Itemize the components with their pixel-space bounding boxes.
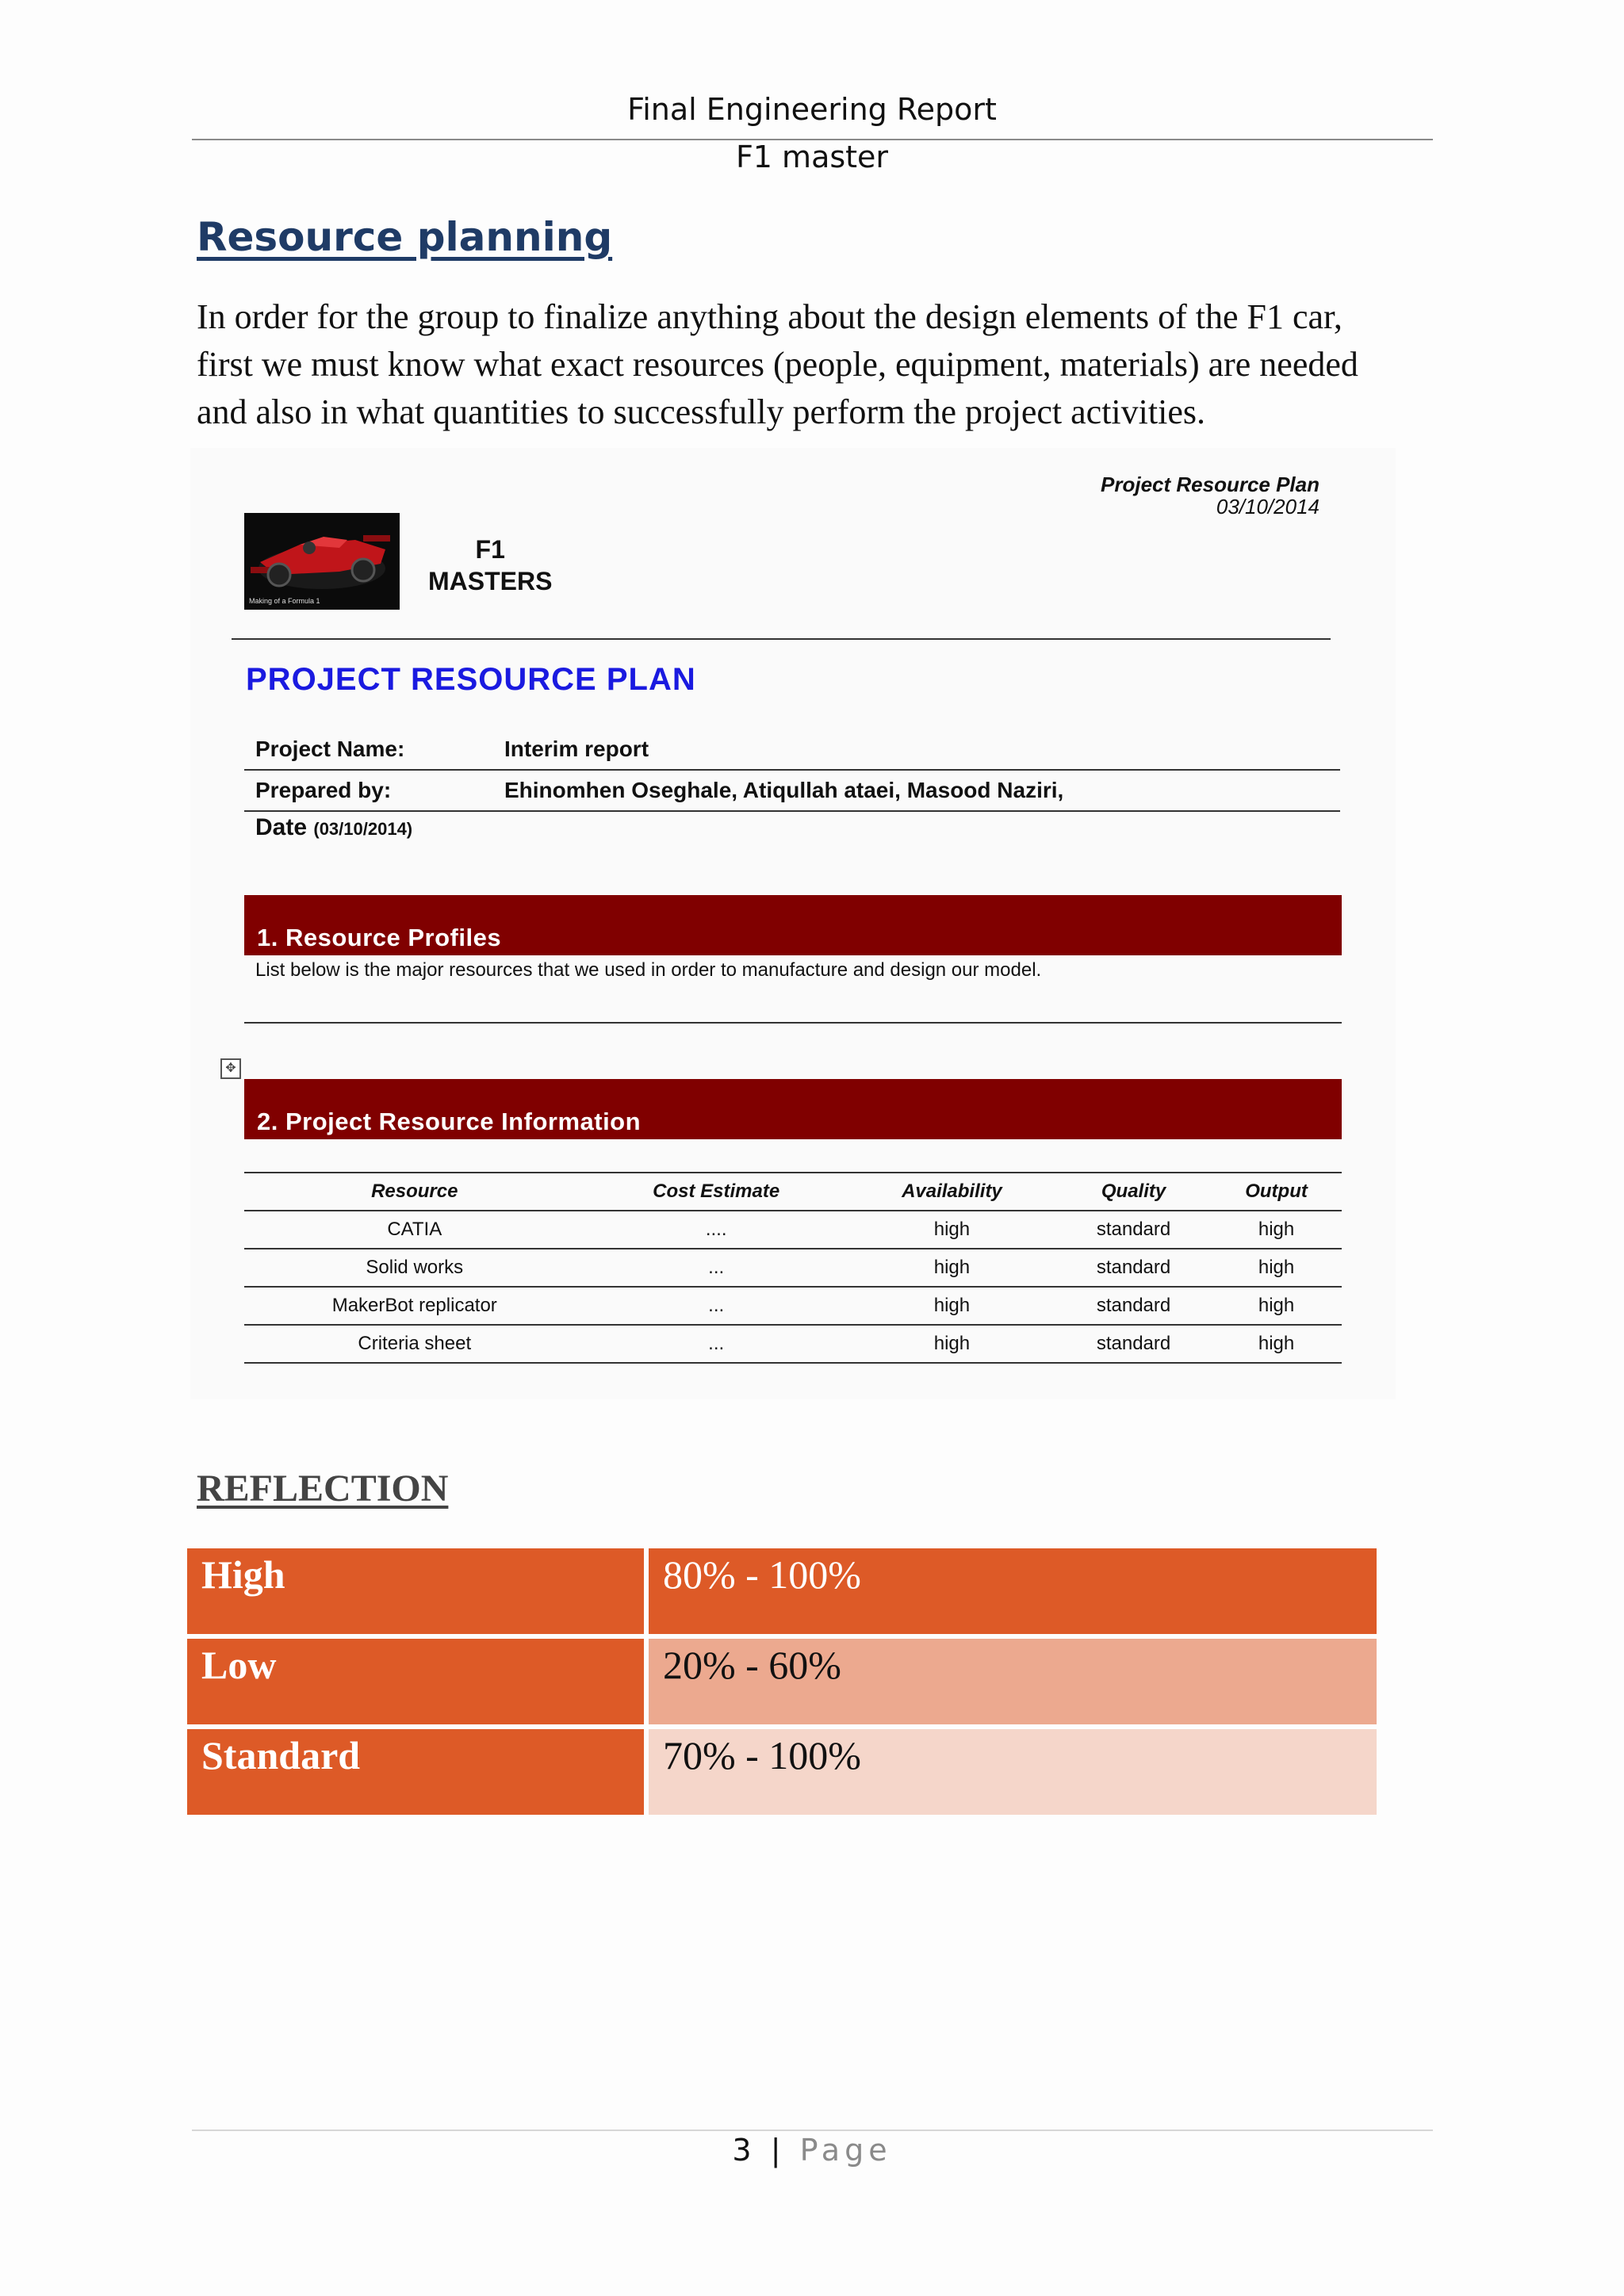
table-cell: high (848, 1211, 1056, 1249)
table-cell: high (1211, 1325, 1342, 1363)
date-value: (03/10/2014) (313, 819, 413, 839)
f1-car-logo (244, 513, 400, 610)
col-header: Quality (1056, 1173, 1211, 1211)
table-cell: standard (1056, 1211, 1211, 1249)
reflection-range: 80% - 100% (649, 1548, 1377, 1634)
reflection-row (187, 1548, 1377, 1634)
table-header-row (244, 1173, 1342, 1211)
table-cell: high (848, 1249, 1056, 1287)
section-heading: Resource planning (197, 214, 613, 260)
table-cell: high (848, 1287, 1056, 1325)
prepared-by-value: Ehinomhen Oseghale, Atiqullah ataei, Masood Naziri, (504, 778, 1064, 802)
section-bar-label: 1. Resource Profiles (257, 924, 502, 951)
page-number: 3 (732, 2133, 756, 2168)
page-separator: | (770, 2133, 786, 2168)
reflection-range: 70% - 100% (649, 1724, 1377, 1815)
page-footer (0, 2133, 1624, 2168)
table-row (244, 1325, 1342, 1363)
col-header: Output (1211, 1173, 1342, 1211)
plan-doc-label-date: 03/10/2014 (1216, 495, 1320, 519)
date-row (255, 814, 412, 841)
reflection-range: 20% - 60% (649, 1634, 1377, 1724)
reflection-level: High (187, 1548, 644, 1634)
note-divider (244, 1022, 1342, 1024)
brand-line-1: F1 (475, 535, 505, 564)
page-label: Page (799, 2133, 892, 2168)
table-move-handle-icon: ✥ (220, 1058, 241, 1079)
plan-title: PROJECT RESOURCE PLAN (246, 662, 696, 697)
project-name-row (244, 729, 1340, 771)
plan-divider (232, 638, 1331, 640)
reflection-table (182, 1548, 1381, 1815)
logo-caption: Making of a Formula 1 (249, 597, 320, 605)
project-name-value: Interim report (504, 737, 649, 761)
table-cell: high (1211, 1287, 1342, 1325)
prepared-by-label: Prepared by: (255, 778, 392, 802)
plan-doc-label (1101, 473, 1320, 518)
resource-profiles-note: List below is the major resources that we used in order to manufacture and design our model. (255, 959, 1042, 981)
date-label: Date (255, 814, 308, 840)
table-cell: ... (585, 1249, 848, 1287)
table-cell: ... (585, 1325, 848, 1363)
table-row (244, 1211, 1342, 1249)
reflection-row (187, 1724, 1377, 1815)
reflection-level: Standard (187, 1724, 644, 1815)
running-header-title: Final Engineering Report (627, 92, 997, 127)
prepared-by-row (244, 771, 1340, 812)
resource-plan-image (190, 448, 1396, 1399)
brand-line-2: MASTERS (428, 567, 553, 595)
section-bar-resource-information (244, 1079, 1342, 1139)
col-header: Availability (848, 1173, 1056, 1211)
intro-paragraph: In order for the group to finalize anything about the design elements of the F1 car, first we must know what exact resources (people, equipment, materials) are needed and also in what quantities to successfully perform the project activities. (197, 297, 1358, 431)
table-cell: CATIA (244, 1211, 585, 1249)
brand-name (428, 534, 552, 597)
reflection-heading: REFLECTION (197, 1468, 449, 1510)
col-header: Cost Estimate (585, 1173, 848, 1211)
table-cell: high (1211, 1211, 1342, 1249)
plan-doc-label-title: Project Resource Plan (1101, 473, 1320, 496)
table-cell: standard (1056, 1249, 1211, 1287)
reflection-row (187, 1634, 1377, 1724)
table-cell: ... (585, 1287, 848, 1325)
table-row (244, 1287, 1342, 1325)
footer-divider (192, 2130, 1433, 2131)
table-row (244, 1249, 1342, 1287)
col-header: Resource (244, 1173, 585, 1211)
table-cell: MakerBot replicator (244, 1287, 585, 1325)
f1-car-icon (244, 513, 400, 610)
table-cell: Solid works (244, 1249, 585, 1287)
table-cell: standard (1056, 1325, 1211, 1363)
table-cell: .... (585, 1211, 848, 1249)
table-cell: high (1211, 1249, 1342, 1287)
section-bar-resource-profiles (244, 895, 1342, 955)
section-bar-label: 2. Project Resource Information (257, 1108, 642, 1135)
table-cell: Criteria sheet (244, 1325, 585, 1363)
table-cell: standard (1056, 1287, 1211, 1325)
reflection-level: Low (187, 1634, 644, 1724)
running-header-subtitle: F1 master (735, 140, 889, 174)
resource-info-table (244, 1172, 1342, 1364)
table-cell: high (848, 1325, 1056, 1363)
project-name-label: Project Name: (255, 737, 405, 761)
